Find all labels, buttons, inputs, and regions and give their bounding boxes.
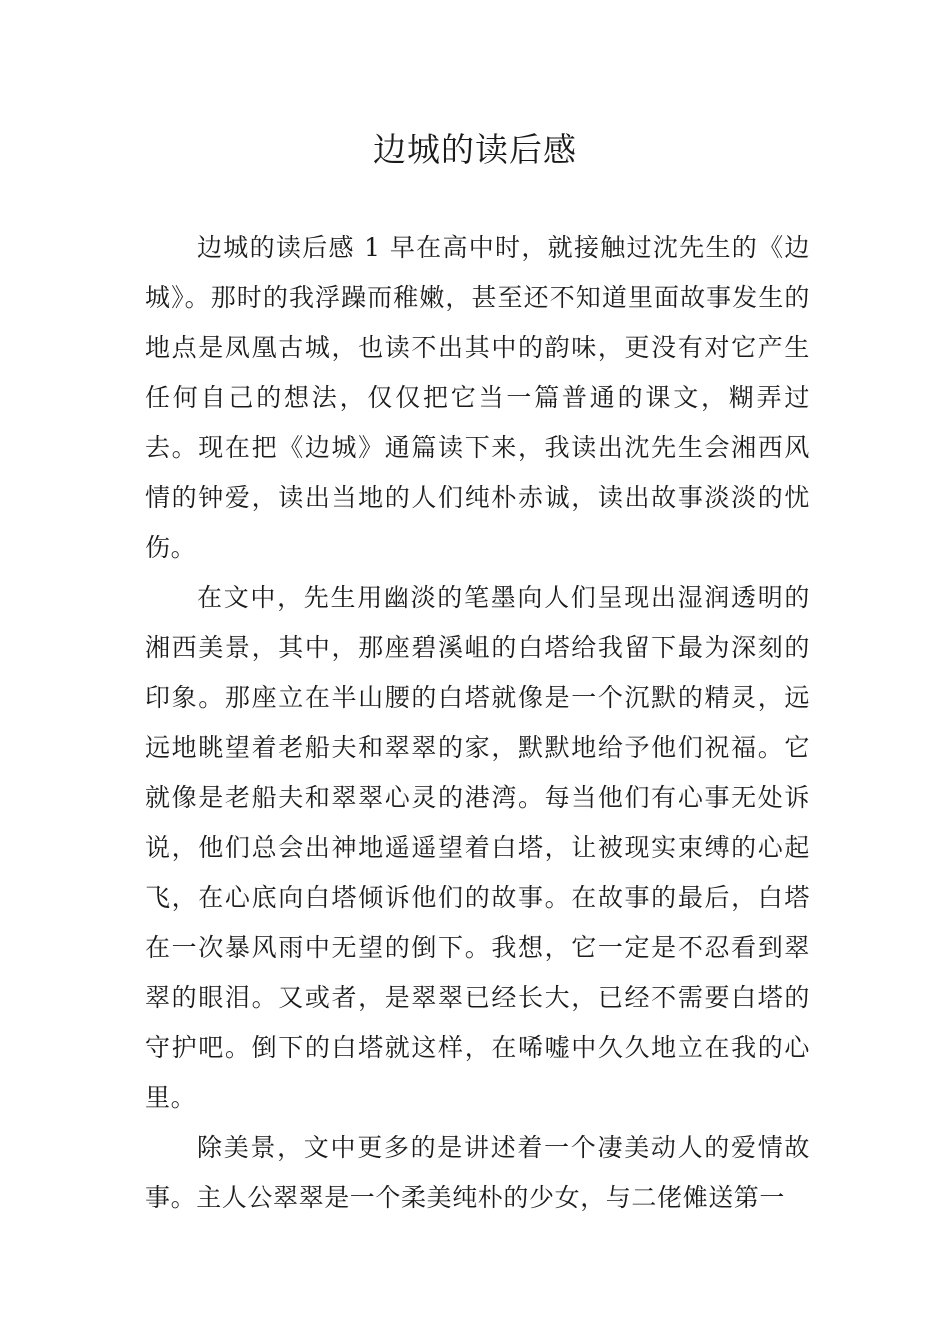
paragraph-2: 在文中，先生用幽淡的笔墨向人们呈现出湿润透明的湘西美景，其中，那座碧溪岨的白塔给我留下最为深刻的印象。那座立在半山腰的白塔就像是一个沉默的精灵，远远地眺望着老船夫和翠翠的家，默默地给予他们祝福。它就像是老船夫和翠翠心灵的港湾。每当他们有心事无处诉说，他们总会出神地遥遥望着白塔，让被现实束缚的心起飞，在心底向白塔倾诉他们的故事。在故事的最后，白塔在一次暴风雨中无望的倒下。我想，它一定是不忍看到翠翠的眼泪。又或者，是翠翠已经长大，已经不需要白塔的守护吧。倒下的白塔就这样，在唏嘘中久久地立在我的心里。 bbox=[145, 583, 810, 1112]
paragraph-1: 边城的读后感 1 早在高中时，就接触过沈先生的《边城》。那时的我浮躁而稚嫩，甚至还不知道里面故事发生的地点是凤凰古城，也读不出其中的韵味，更没有对它产生任何自己的想法，仅仅把它当一篇普通的课文，糊弄过去。现在把《边城》通篇读下来，我读出沈先生会湘西风情的钟爱，读出当地的人们纯朴赤诚，读出故事淡淡的忧伤。 bbox=[145, 233, 810, 562]
document-title: 边城的读后感 bbox=[373, 130, 577, 169]
paragraph-3: 除美景，文中更多的是讲述着一个凄美动人的爱情故事。主人公翠翠是一个柔美纯朴的少女，与二佬傩送第一 bbox=[145, 1133, 810, 1212]
document-body bbox=[145, 223, 810, 1223]
